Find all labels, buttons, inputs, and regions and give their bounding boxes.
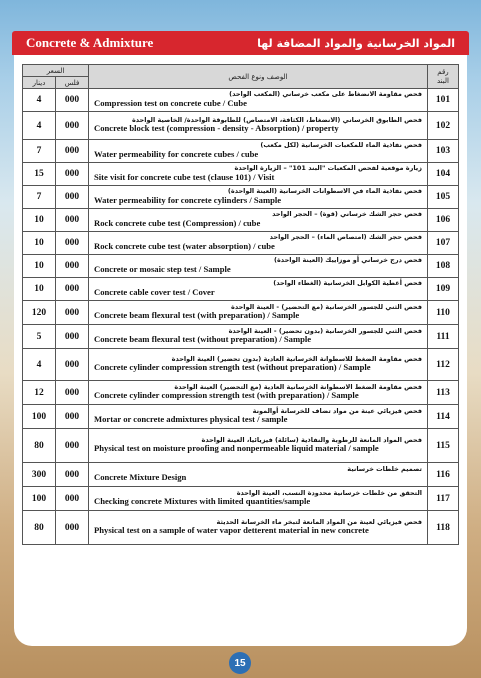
description-ar: فحص حجر الشك (امتصاص الماء) – الحجر الواحد [269,233,422,242]
price-fils: 000 [56,301,89,325]
table-row [23,325,459,349]
description-ar: تصميم خلطات خرسانية [347,464,422,473]
test-description [89,186,428,209]
description-en: Concrete or mosaic step test / Sample [94,263,231,274]
section-title-ar: المواد الخرسانية والمواد المضافة لها [257,36,455,50]
price-fils: 000 [56,255,89,278]
table-row [23,89,459,112]
price-fils: 000 [56,278,89,301]
price-dinar: 4 [23,112,56,140]
description-ar: فحص مقاومة الضغط الاسطوانة الخرسانية العادية (مع التحضير) العينة الواحدة [174,382,422,391]
price-dinar: 12 [23,381,56,405]
item-number: 105 [428,186,459,209]
table-row [23,163,459,186]
description-ar: فحص حجر الشك خرساني (قوة) – الحجر الواحد [272,210,422,219]
price-list-card [14,55,467,646]
table-row [23,112,459,140]
description-en: Water permeability for concrete cylinders / Sample [94,194,282,205]
table-row [23,487,459,511]
price-fils: 000 [56,186,89,209]
price-fils: 000 [56,325,89,349]
price-dinar: 10 [23,232,56,255]
item-number: 106 [428,209,459,232]
table-row [23,405,459,429]
test-description [89,381,428,405]
description-en: Concrete beam flexural test (without preparation) / Sample [94,334,312,345]
price-fils: 000 [56,463,89,487]
item-number: 115 [428,429,459,463]
price-table [22,64,459,545]
item-number: 101 [428,89,459,112]
description-en: Concrete Mixture Design [94,472,187,483]
item-number: 114 [428,405,459,429]
description-en: Water permeability for concrete cubes / cube [94,148,259,159]
description-ar: فحص نفاذية الماء للمكعبات الخرسانية (لكل مكعب) [260,141,422,150]
description-ar: فحص درج خرساني أو موزاييك (العينة الواحدة) [274,256,422,265]
description-ar: فحص فيزيائي لعينة من المواد المانعة لتبخر ماء الخرسانة الحديثة [216,517,422,526]
description-en: Physical test on a sample of water vapor detterent material in new concrete [94,525,369,536]
price-fils: 000 [56,140,89,163]
section-title-en: Concrete & Admixture [26,35,154,50]
table-row [23,429,459,463]
description-header: الوصف ونوع الفحص [89,65,428,89]
test-description [89,278,428,301]
price-dinar: 5 [23,325,56,349]
price-fils: 000 [56,112,89,140]
description-ar: فحص المواد المانعة للرطوبة والنفاذية (سائلة) فيزيائيا، العينة الواحدة [201,435,422,444]
price-fils: 000 [56,511,89,545]
price-fils: 000 [56,381,89,405]
description-ar: فحص الطابوق الخرساني (الانضغاط، الكثافة، الامتصاص) للطابوقة الواحدة/ الخاصية الواحدة [131,115,422,124]
description-ar: فحص مقاومة الضغط للاسطوانة الخرسانية العادية (بدون تحضير) العينة الواحدة [171,354,422,363]
page-number-badge: 15 [229,652,251,674]
test-description [89,112,428,140]
dinar-header: دينار [23,77,56,89]
description-en: Concrete beam flexural test (with preparation) / Sample [94,310,300,321]
description-ar: فحص نفاذية الماء في الاسطوانات الخرسانية (العينة الواحدة) [227,187,422,196]
test-description [89,349,428,381]
price-dinar: 100 [23,487,56,511]
test-description [89,429,428,463]
description-en: Concrete cable cover test / Cover [94,286,215,297]
item-number: 109 [428,278,459,301]
price-dinar: 4 [23,349,56,381]
test-description [89,301,428,325]
price-dinar: 7 [23,186,56,209]
item-number: 117 [428,487,459,511]
item-number: 108 [428,255,459,278]
price-fils: 000 [56,429,89,463]
item-number: 111 [428,325,459,349]
test-description [89,463,428,487]
item-number: 104 [428,163,459,186]
price-dinar: 100 [23,405,56,429]
description-en: Mortar or concrete admixtures physical test / sample [94,414,288,425]
description-en: Rock concrete cube test (Compression) / cube [94,217,261,228]
description-en: Concrete block test (compression - density - Absorption) / property [94,123,339,134]
price-header: السعر [23,65,89,77]
item-number: 113 [428,381,459,405]
price-fils: 000 [56,232,89,255]
table-row [23,301,459,325]
price-fils: 000 [56,487,89,511]
price-fils: 000 [56,163,89,186]
item-number: 112 [428,349,459,381]
table-row [23,381,459,405]
description-en: Physical test on moisture proofing and nonpermeable liquid material / sample [94,443,379,454]
price-dinar: 120 [23,301,56,325]
item-number: 107 [428,232,459,255]
test-description [89,89,428,112]
test-description [89,163,428,186]
table-row [23,140,459,163]
price-fils: 000 [56,405,89,429]
item-number: 116 [428,463,459,487]
price-dinar: 300 [23,463,56,487]
test-description [89,325,428,349]
item-number: 118 [428,511,459,545]
price-fils: 000 [56,349,89,381]
table-row [23,349,459,381]
test-description [89,405,428,429]
description-en: Concrete cylinder compression strength test (without preparation) / Sample [94,362,371,373]
description-ar: فحص الثني للجسور الخرسانية (مع التحضير) - العينة الواحدة [231,302,422,311]
description-ar: فحص مقاومة الانضغاط على مكعب خرساني (المكعب الواحد) [229,90,422,99]
test-description [89,255,428,278]
item-number: 110 [428,301,459,325]
test-description [89,511,428,545]
table-row [23,255,459,278]
description-en: Concrete cylinder compression strength test (with preparation) / Sample [94,390,359,401]
item-number-header: رقم البند [428,65,459,89]
table-row [23,209,459,232]
table-row [23,463,459,487]
section-banner [12,31,469,55]
price-fils: 000 [56,89,89,112]
price-dinar: 4 [23,89,56,112]
price-fils: 000 [56,209,89,232]
description-ar: فحص أغطية الكوابل الخرسانية (الغطاء الواحد) [273,279,422,288]
description-ar: زيارة موقعية لفحص المكعبات "البند 101" – الزيارة الواحدة [234,164,422,173]
test-description [89,232,428,255]
table-row [23,232,459,255]
price-dinar: 10 [23,255,56,278]
description-ar: فحص الثني للجسور الخرسانية (بدون تحضير) - العينة الواحدة [228,326,422,335]
fils-header: فلس [56,77,89,89]
price-dinar: 80 [23,511,56,545]
price-dinar: 80 [23,429,56,463]
price-dinar: 7 [23,140,56,163]
description-en: Checking concrete Mixtures with limited quantities/sample [94,496,311,507]
price-dinar: 10 [23,209,56,232]
description-en: Site visit for concrete cube test (clause 101) / Visit [94,171,275,182]
price-dinar: 15 [23,163,56,186]
table-row [23,278,459,301]
description-ar: التحقق من خلطات خرسانية محدودة النسب، العينة الواحدة [236,488,422,497]
test-description [89,140,428,163]
item-number: 102 [428,112,459,140]
table-row [23,511,459,545]
price-dinar: 10 [23,278,56,301]
test-description [89,487,428,511]
description-en: Compression test on concrete cube / Cube [94,97,247,108]
description-en: Rock concrete cube test (water absorption) / cube [94,240,275,251]
item-number: 103 [428,140,459,163]
test-description [89,209,428,232]
description-ar: فحص فيزيائي عينة من مواد تضاف للخرسانة أوالمونة [252,406,422,415]
table-row [23,186,459,209]
